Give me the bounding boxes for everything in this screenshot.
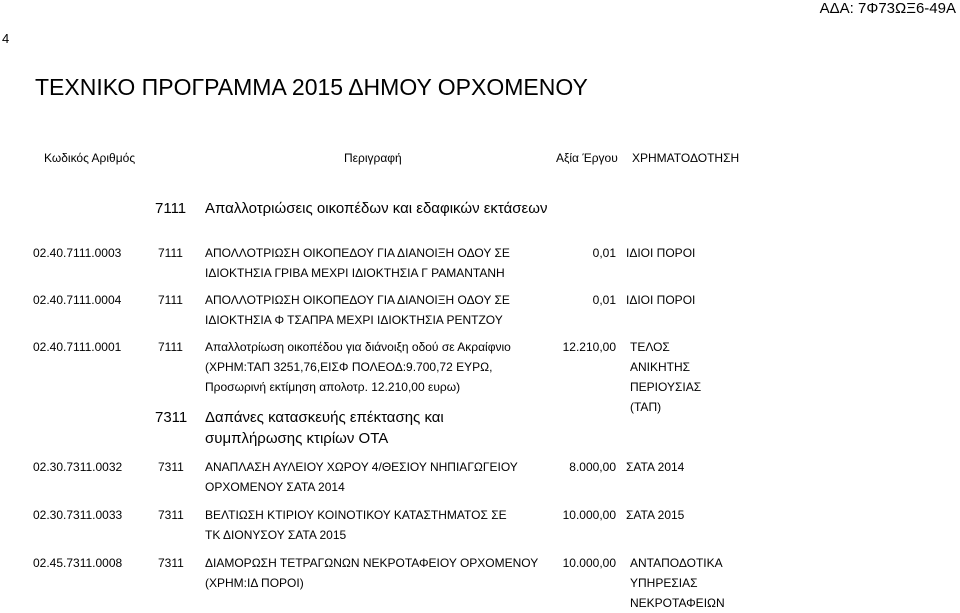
row-description: ΒΕΛΤΙΩΣΗ ΚΤΙΡΙΟΥ ΚΟΙΝΟΤΙΚΟΥ ΚΑΤΑΣΤΗΜΑΤΟΣ ΣΕ ΤΚ ΔΙΟΝΥΣΟΥ ΣΑΤΑ 2015 — [205, 508, 507, 542]
row-code: 02.40.7111.0004 — [33, 293, 122, 307]
row-description: ΑΝΑΠΛΑΣΗ ΑΥΛΕΙΟΥ ΧΩΡΟΥ 4/ΘΕΣΙΟΥ ΝΗΠΙΑΓΩΓΕΙΟΥ ΟΡΧΟΜΕΝΟΥ ΣΑΤΑ 2014 — [205, 460, 518, 494]
row-code: 02.45.7311.0008 — [33, 556, 123, 570]
section-code: 7311 — [155, 409, 188, 426]
column-header-value: Αξία Έργου — [556, 151, 618, 165]
row-account: 7111 — [158, 340, 183, 354]
row-description: ΑΠΟΛΛΟΤΡΙΩΣΗ ΟΙΚΟΠΕΔΟΥ ΓΙΑ ΔΙΑΝΟΙΞΗ ΟΔΟΥ ΣΕ ΙΔΙΟΚΤΗΣΙΑ Φ ΤΣΑΠΡΑ ΜΕΧΡΙ ΙΔΙΟΚΤΗΣΙΑ ΡΕΝΤΖΟΥ — [205, 293, 510, 327]
section-title: Απαλλοτριώσεις οικοπέδων και εδαφικών εκτάσεων — [205, 200, 548, 217]
row-description: Απαλλοτρίωση οικοπέδου για διάνοιξη οδού σε Ακραίφνιο (ΧΡΗΜ:ΤΑΠ 3251,76,ΕΙΣΦ ΠΟΛΕΟΔ:9.700,72 ΕΥΡΩ, Προσωρινή εκτίμηση απολοτρ. 12.210,00 ευρω) — [205, 340, 511, 394]
row-account: 7311 — [158, 460, 184, 474]
row-account: 7311 — [158, 556, 184, 570]
page-number: 4 — [2, 31, 10, 46]
row-funding: ΤΕΛΟΣ ΑΝΙΚΗΤΗΣ ΠΕΡΙΟΥΣΙΑΣ (ΤΑΠ) — [630, 340, 702, 414]
row-code: 02.30.7311.0033 — [33, 508, 123, 522]
column-header-code: Κωδικός Αριθμός — [44, 151, 136, 165]
row-code: 02.30.7311.0032 — [33, 460, 123, 474]
row-value: 0,01 — [592, 293, 616, 307]
row-funding: ΙΔΙΟΙ ΠΟΡΟΙ — [626, 293, 696, 307]
row-value: 10.000,00 — [562, 508, 616, 522]
section-title: Δαπάνες κατασκευής επέκτασης και συμπλήρωσης κτιρίων ΟΤΑ — [205, 409, 444, 447]
row-description: ΑΠΟΛΛΟΤΡΙΩΣΗ ΟΙΚΟΠΕΔΟΥ ΓΙΑ ΔΙΑΝΟΙΞΗ ΟΔΟΥ ΣΕ ΙΔΙΟΚΤΗΣΙΑ ΓΡΙΒΑ ΜΕΧΡΙ ΙΔΙΟΚΤΗΣΙΑ Γ ΡΑΜΑΝΤΑΝΗ — [205, 246, 510, 280]
column-header-description: Περιγραφή — [344, 151, 402, 165]
row-description: ΔΙΑΜΟΡΩΣΗ ΤΕΤΡΑΓΩΝΩΝ ΝΕΚΡΟΤΑΦΕΙΟΥ ΟΡΧΟΜΕΝΟΥ (ΧΡΗΜ:ΙΔ ΠΟΡΟΙ) — [205, 556, 539, 590]
row-value: 8.000,00 — [569, 460, 616, 474]
row-funding: ΣΑΤΑ 2015 — [626, 508, 685, 522]
row-code: 02.40.7111.0001 — [33, 340, 122, 354]
column-header-funding: ΧΡΗΜΑΤΟΔΟΤΗΣΗ — [632, 151, 740, 165]
row-funding: ΣΑΤΑ 2014 — [626, 460, 685, 474]
row-account: 7311 — [158, 508, 184, 522]
section-code: 7111 — [155, 200, 187, 217]
row-value: 10.000,00 — [562, 556, 616, 570]
row-code: 02.40.7111.0003 — [33, 246, 122, 260]
page-title: ΤΕΧΝΙΚΟ ΠΡΟΓΡΑΜΜΑ 2015 ΔΗΜΟΥ ΟΡΧΟΜΕΝΟΥ — [35, 74, 588, 100]
row-account: 7111 — [158, 246, 183, 260]
row-funding: ΙΔΙΟΙ ΠΟΡΟΙ — [626, 246, 696, 260]
ada-code: ΑΔΑ: 7Φ73ΩΞ6-49Α — [819, 0, 956, 17]
row-account: 7111 — [158, 293, 183, 307]
row-value: 0,01 — [592, 246, 616, 260]
row-value: 12.210,00 — [562, 340, 616, 354]
row-funding: ΑΝΤΑΠΟΔΟΤΙΚΑ ΥΠΗΡΕΣΙΑΣ ΝΕΚΡΟΤΑΦΕΙΩΝ — [630, 556, 725, 610]
